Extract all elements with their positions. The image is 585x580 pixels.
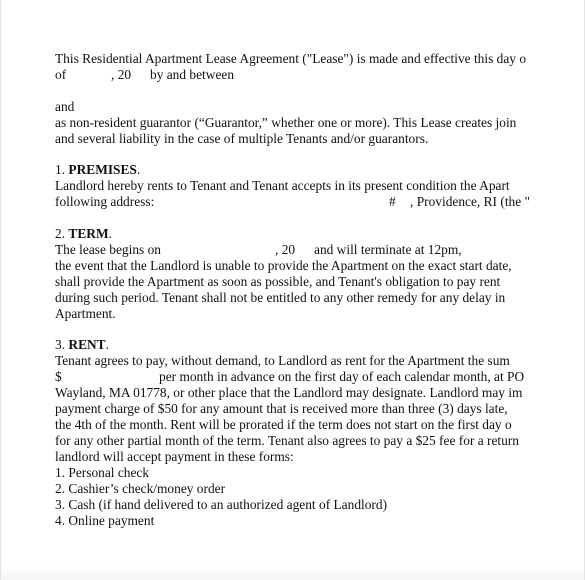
intro-guarantor-line: as non-resident guarantor (“Guarantor,” whether one or more). This Lease creates join xyxy=(55,115,517,130)
payment-form-item: 1. Personal check xyxy=(55,465,150,480)
intro-line-1: This Residential Apartment Lease Agreement ("Lease") is made and effective this day o xyxy=(55,51,527,66)
rent-line-5: the 4th of the month. Rent will be prorated if the term does not start on the first day o xyxy=(55,417,512,432)
term-terminate: and will terminate at 12pm, xyxy=(314,242,462,257)
intro-by-between: by and between xyxy=(150,67,235,82)
premises-city-tail: , Providence, RI (the " xyxy=(410,194,530,209)
rent-line-6: for any other partial month of the term. Tenant also agrees to pay a $25 fee for a return xyxy=(55,433,519,448)
term-line-3: shall provide the Apartment as soon as possible, and Tenant's obligation to pay rent xyxy=(55,274,501,289)
rent-per-month: per month in advance on the first day of each calendar month, at PO xyxy=(159,369,525,384)
term-year-prefix: , 20 xyxy=(275,242,296,257)
term-number: 2. xyxy=(55,226,66,241)
rent-line-4: payment charge of $50 for any amount that is received more than three (3) days late, xyxy=(55,401,508,416)
premises-line-1: Landlord hereby rents to Tenant and Tenant accepts in its present condition the Apart xyxy=(55,178,510,193)
page-bottom-shade xyxy=(1,566,585,580)
rent-dollar: $ xyxy=(55,369,62,384)
payment-form-item: 3. Cash (if hand delivered to an authorized agent of Landlord) xyxy=(55,497,388,512)
term-period: . xyxy=(108,226,112,241)
premises-hash: # xyxy=(389,194,396,209)
term-heading xyxy=(55,226,112,242)
term-line-4: during such period. Tenant shall not be entitled to any other remedy for any delay in xyxy=(55,290,506,305)
intro-year-prefix: , 20 xyxy=(111,67,132,82)
premises-period: . xyxy=(136,162,141,177)
intro-of: of xyxy=(55,67,67,82)
premises-address-label: following address: xyxy=(55,194,155,209)
rent-number: 3. xyxy=(55,337,66,352)
premises-heading xyxy=(55,162,140,178)
term-line-2: the event that the Landlord is unable to provide the Apartment on the exact start date, xyxy=(55,258,512,273)
term-title: TERM xyxy=(68,226,109,241)
rent-title: RENT xyxy=(68,337,106,352)
term-begins-label: The lease begins on xyxy=(55,242,161,257)
intro-liability-line: and several liability in the case of multiple Tenants and/or guarantors. xyxy=(55,131,429,146)
rent-line-1: Tenant agrees to pay, without demand, to Landlord as rent for the Apartment the sum xyxy=(55,353,510,368)
premises-title: PREMISES xyxy=(68,162,137,177)
rent-line-3: Wayland, MA 01778, or other place that the Landlord may designate. Landlord may im xyxy=(55,385,523,400)
rent-heading xyxy=(55,337,109,353)
payment-form-item: 4. Online payment xyxy=(55,513,155,528)
rent-period: . xyxy=(105,337,109,352)
rent-line-7: landlord will accept payment in these forms: xyxy=(55,449,294,464)
payment-form-item: 2. Cashier’s check/money order xyxy=(55,481,226,496)
premises-number: 1. xyxy=(55,162,66,177)
intro-and: and xyxy=(55,99,75,114)
term-line-5: Apartment. xyxy=(55,306,116,321)
